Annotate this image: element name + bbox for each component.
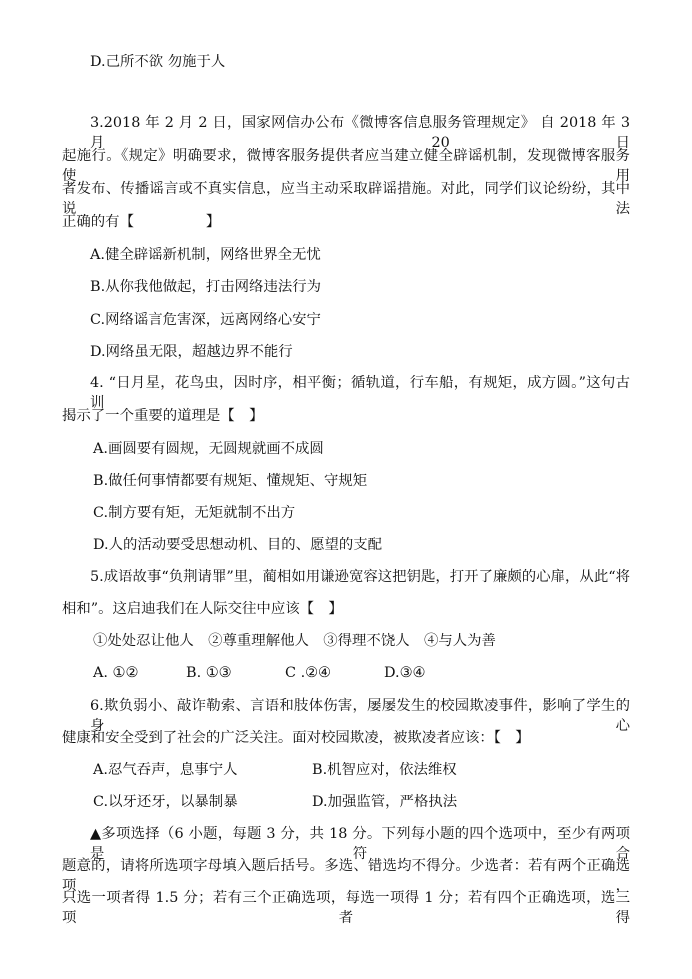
q6-option-c: C.以牙还牙，以暴制暴 xyxy=(93,794,238,810)
q3-stem-line2: 起施行。《规定》明确要求，微博客服务提供者应当建立健全辟谣机制，发现微博客服务使用 xyxy=(62,148,630,184)
prev-option-d: D.己所不欲 勿施于人 xyxy=(90,54,226,70)
q4-option-a: A.画圆要有圆规，无圆规就画不成圆 xyxy=(93,441,324,457)
q6-option-a: A.忍气吞声，息事宁人 xyxy=(93,762,238,778)
q4-option-d: D.人的活动要受思想动机、目的、愿望的支配 xyxy=(93,537,383,553)
q5-option-b: B. ①③ xyxy=(186,665,232,681)
multi-instructions-line1: ▲多项选择（6 小题，每题 3 分，共 18 分。下列每小题的四个选项中，至少有两项是符合 xyxy=(90,826,630,862)
q3-option-d: D.网络虽无限，超越边界不能行 xyxy=(90,344,293,360)
q6-option-d: D.加强监管，严格执法 xyxy=(312,794,458,810)
multi-instructions-line2: 题意的，请将所选项字母填入题后括号。多选、错选均不得分。少选者：若有两个正确选项， xyxy=(62,858,630,894)
q4-option-b: B.做任何事情都要有规矩、懂规矩、守规矩 xyxy=(93,473,368,489)
q3-option-c: C.网络谣言危害深，远离网络心安宁 xyxy=(90,312,321,328)
q5-option-a: A. ①② xyxy=(93,665,139,681)
q6-option-b: B.机智应对，依法维权 xyxy=(312,762,457,778)
q5-items: ①处处忍让他人 ②尊重理解他人 ③得理不饶人 ④与人为善 xyxy=(93,633,496,649)
q3-option-b: B.从你我他做起，打击网络违法行为 xyxy=(90,279,322,295)
multi-instructions-line3: 只选一项者得 1.5 分；若有三个正确选项，每选一项得 1 分；若有四个正确选项，选三项者得 xyxy=(62,890,630,926)
q6-stem-line2: 健康和安全受到了社会的广泛关注。面对校园欺凌，被欺凌者应该：【 】 xyxy=(62,730,530,746)
q5-option-d: D.③④ xyxy=(384,665,426,681)
q3-option-a: A.健全辟谣新机制，网络世界全无忧 xyxy=(90,247,321,263)
q3-stem-line3: 者发布、传播谣言或不真实信息，应当主动采取辟谣措施。对此，同学们议论纷纷，其中说法 xyxy=(62,181,630,217)
q3-stem-line4: 正确的有【 】 xyxy=(62,214,221,230)
q3-stem-line1: 3.2018 年 2 月 2 日，国家网信办公布《微博客信息服务管理规定》 自 2018 年 3 月 20 日 xyxy=(90,115,630,151)
q5-option-c: C .②④ xyxy=(285,665,331,681)
q5-stem-line1: 5.成语故事“负荆请罪”里，蔺相如用谦逊宽容这把钥匙，打开了廉颇的心扉，从此“将 xyxy=(90,569,630,585)
q6-stem-line1: 6.欺负弱小、敲诈勒索、言语和肢体伤害，屡屡发生的校园欺凌事件，影响了学生的身心 xyxy=(90,698,630,734)
q5-stem-line2: 相和”。这启迪我们在人际交往中应该【 】 xyxy=(62,601,343,617)
q4-stem-line2: 揭示了一个重要的道理是【 】 xyxy=(62,408,264,424)
q4-option-c: C.制方要有矩，无矩就制不出方 xyxy=(93,505,296,521)
q4-stem-line1: 4. “日月星，花鸟虫，因时序，相平衡；循轨道，行车船，有规矩，成方圆。”这句古训 xyxy=(90,375,630,411)
